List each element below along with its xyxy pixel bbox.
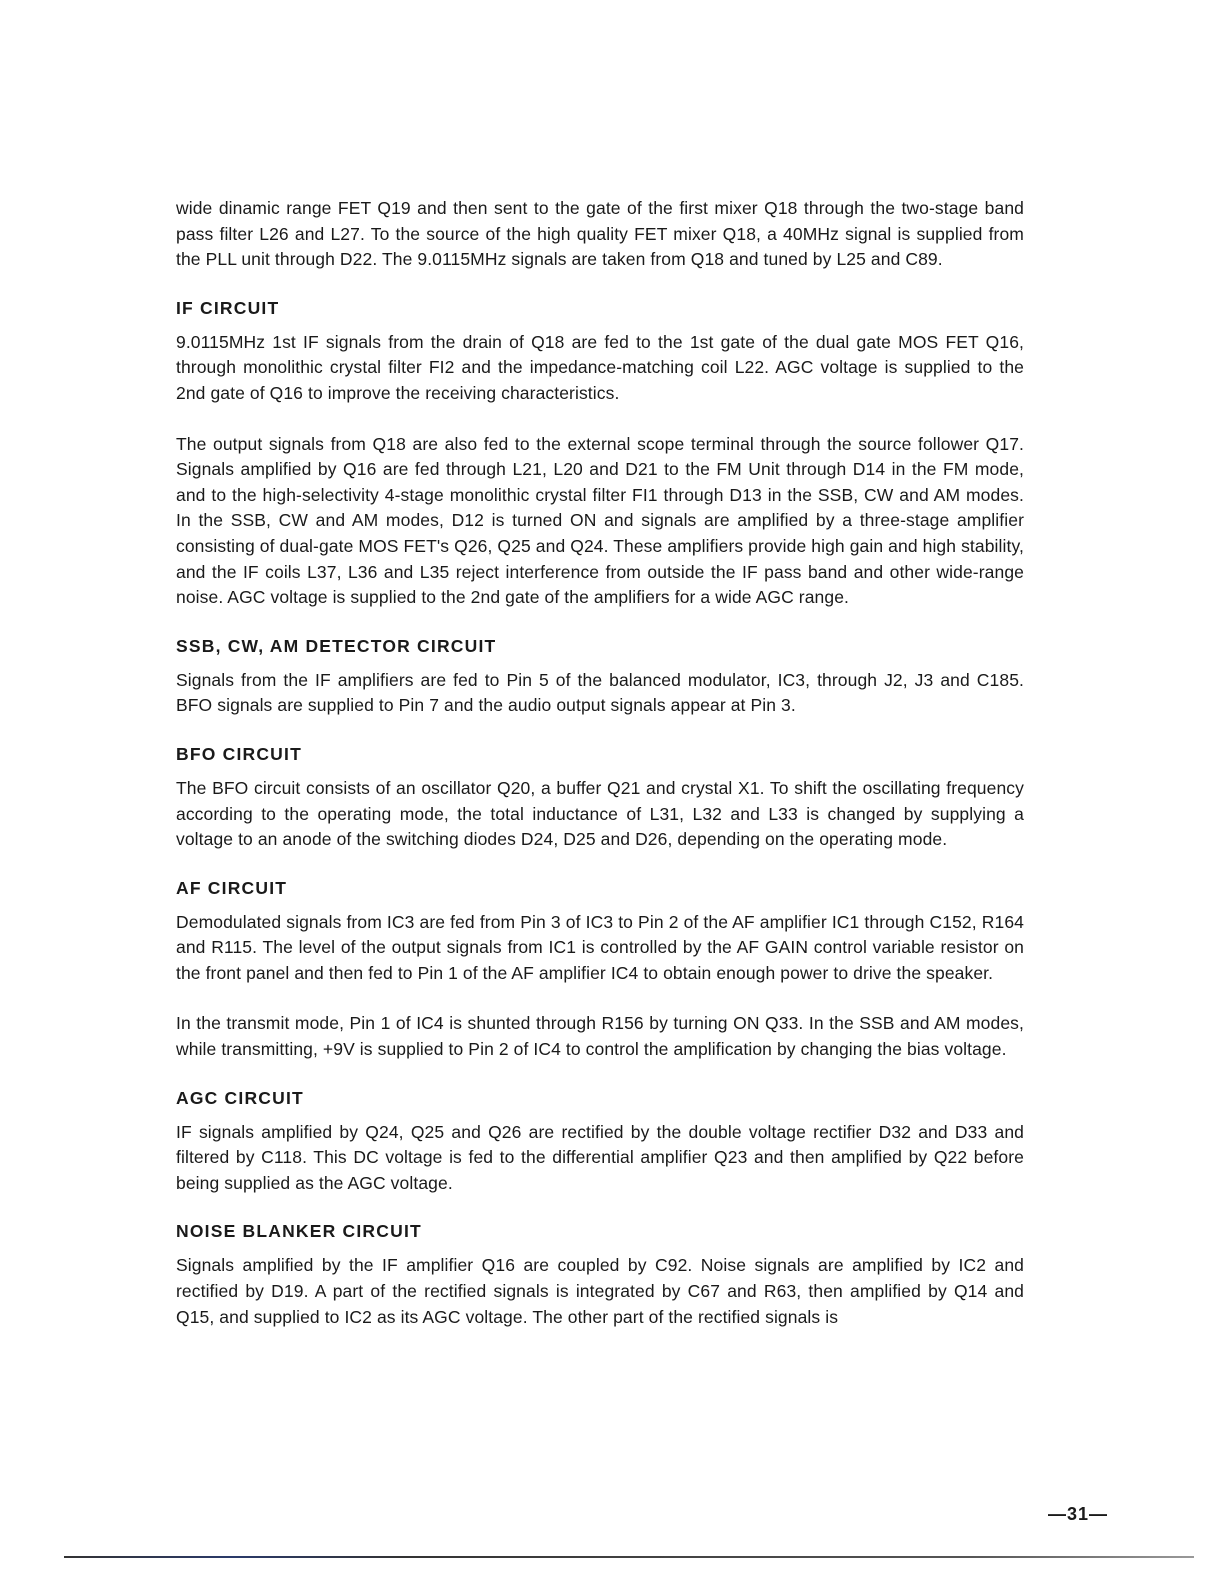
section-noise-blanker-circuit [176, 1219, 1024, 1330]
section-paragraph: 9.0115MHz 1st IF signals from the drain of Q18 are fed to the 1st gate of the dual gate MOS FET Q16, through monolithic crystal filter FI2 and the impedance-matching coil L22. AGC voltage is supplied to the 2nd gate of Q16 to improve the receiving characteristics. [176, 331, 1024, 403]
section-paragraph: The BFO circuit consists of an oscillator Q20, a buffer Q21 and crystal X1. To shift the oscillating frequency according to the operating mode, the total inductance of L31, L32 and L33 is changed by supplying a voltage to an anode of the switching diodes D24, D25 and D26, depending on the operating mode. [176, 777, 1024, 850]
section-paragraph: IF signals amplified by Q24, Q25 and Q26 are rectified by the double voltage rectifier D32 and D33 and filtered by C118. This DC voltage is fed to the differential amplifier Q23 and then amplified by Q22 before being supplied as the AGC voltage. [176, 1121, 1024, 1193]
section-paragraph: The output signals from Q18 are also fed to the external scope terminal through the source follower Q17. Signals amplified by Q16 are fed through L21, L20 and D21 to the FM Unit through D14 in the FM mode, and to the high-selectivity 4-stage monolithic crystal filter FI1 through D13 in the SSB, CW and AM modes. In the SSB, CW and AM modes, D12 is turned ON and signals are amplified by a three-stage amplifier consisting of dual-gate MOS FET's Q26, Q25 and Q24. These amplifiers provide high gain and high stability, and the IF coils L37, L36 and L35 reject interference from outside the IF pass band and other wide-range noise. AGC voltage is supplied to the 2nd gate of the amplifiers for a wide AGC range. [176, 433, 1024, 608]
section-paragraph: Signals from the IF amplifiers are fed to Pin 5 of the balanced modulator, IC3, through J2, J3 and C185. BFO signals are supplied to Pin 7 and the audio output signals appear at Pin 3. [176, 669, 1024, 716]
section-agc-circuit [176, 1086, 1024, 1197]
section-heading: IF CIRCUIT [176, 297, 280, 318]
section-paragraph: In the transmit mode, Pin 1 of IC4 is shunted through R156 by turning ON Q33. In the SSB and AM modes, while transmitting, +9V is supplied to Pin 2 of IC4 to control the amplification by changing the bias voltage. [176, 1013, 1024, 1060]
section-detector-circuit [176, 634, 1024, 719]
section-heading: NOISE BLANKER CIRCUIT [176, 1221, 422, 1242]
section-heading: AF CIRCUIT [176, 877, 288, 898]
page-number: —31— [1048, 1504, 1109, 1524]
document-body [176, 196, 1024, 1330]
section-heading: AGC CIRCUIT [176, 1087, 304, 1108]
section-if-circuit [176, 296, 1024, 611]
section-paragraph: Signals amplified by the IF amplifier Q16 are coupled by C92. Noise signals are amplified by IC2 and rectified by D19. A part of the rectified signals is integrated by C67 and R63, then amplified by Q14 and Q15, and supplied to IC2 as its AGC voltage. The other part of the rectified signals is [176, 1255, 1024, 1327]
section-heading: SSB, CW, AM DETECTOR CIRCUIT [176, 635, 497, 656]
footer-rule [64, 1556, 1194, 1558]
intro-paragraph: wide dinamic range FET Q19 and then sent to the gate of the first mixer Q18 through the two-stage band pass filter L26 and L27. To the source of the high quality FET mixer Q18, a 40MHz signal is supplied from the PLL unit through D22. The 9.0115MHz signals are taken from Q18 and tuned by L25 and C89. [176, 198, 1024, 270]
section-paragraph: Demodulated signals from IC3 are fed from Pin 3 of IC3 to Pin 2 of the AF amplifier IC1 through C152, R164 and R115. The level of the output signals from IC1 is controlled by the AF GAIN control variable resistor on the front panel and then fed to Pin 1 of the AF amplifier IC4 to obtain enough power to drive the speaker. [176, 911, 1024, 983]
section-bfo-circuit [176, 742, 1024, 853]
section-heading: BFO CIRCUIT [176, 743, 302, 764]
section-af-circuit [176, 876, 1024, 1063]
